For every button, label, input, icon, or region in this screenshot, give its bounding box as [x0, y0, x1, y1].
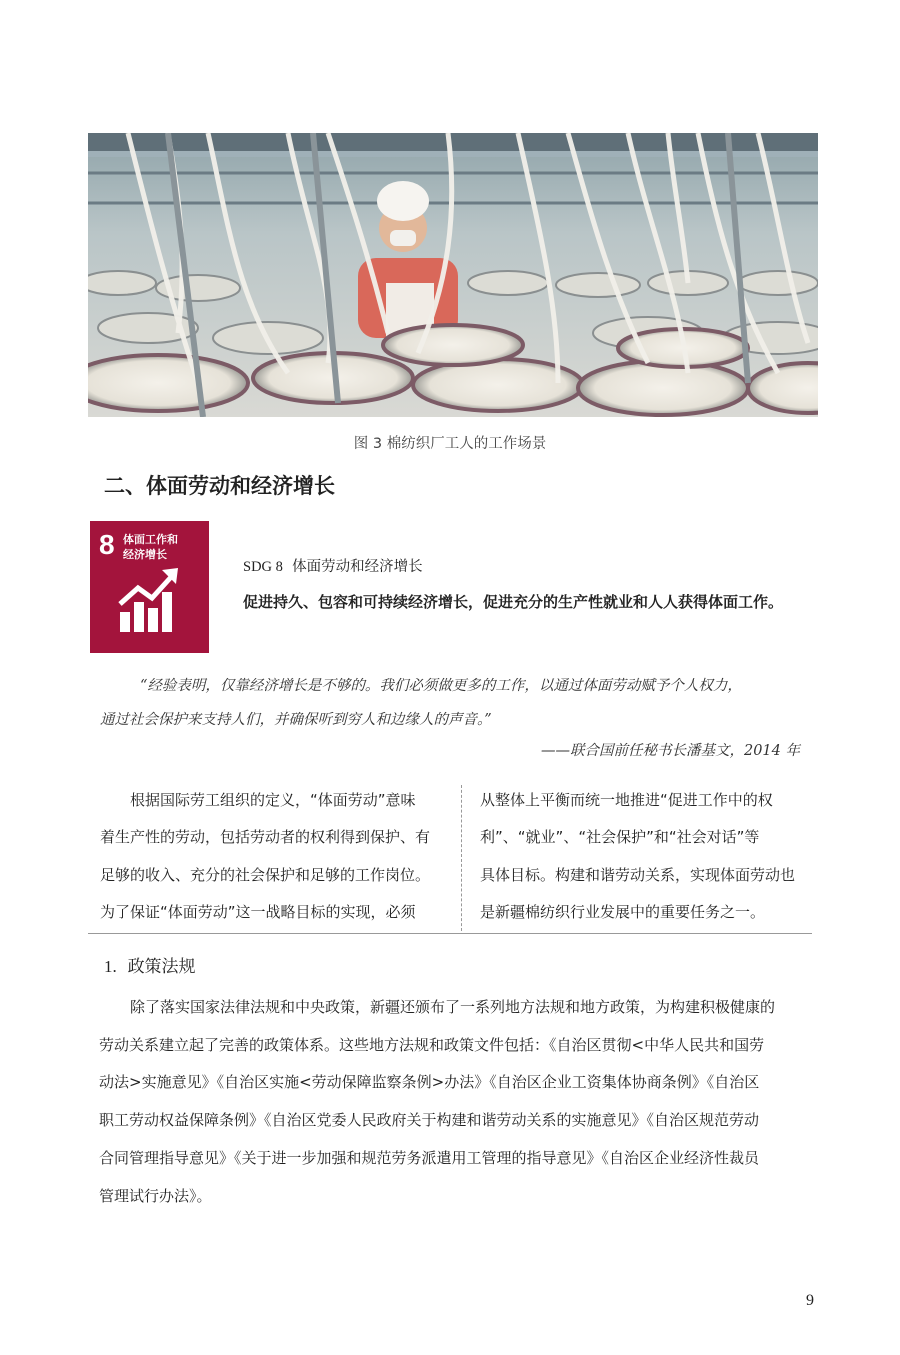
column-divider — [461, 785, 462, 931]
sdg-label — [243, 555, 423, 576]
quote-attribution: ——联合国前任秘书长潘基文，2014 年 — [540, 743, 800, 759]
sdg-goal-text: 促进持久、包容和可持续经济增长，促进充分的生产性就业和人人获得体面工作。 — [243, 593, 784, 611]
page-number: 9 — [806, 1292, 814, 1309]
right-column-line: 是新疆棉纺织行业发展中的重要任务之一。 — [480, 903, 766, 921]
sdg-badge-title-line2: 经济增长 — [123, 548, 167, 561]
body-paragraph-line: 管理试行办法》。 — [99, 1187, 212, 1205]
horizontal-rule — [88, 933, 812, 934]
subsection-number: 1. — [104, 957, 117, 976]
section-heading: 二、体面劳动和经济增长 — [104, 474, 335, 498]
body-paragraph-line: 动法>实施意见》《自治区实施<劳动保障监察条例>办法》《自治区企业工资集体协商条例》《自治区 — [99, 1073, 760, 1091]
quote-line-1: “经验表明，仅靠经济增长是不够的。我们必须做更多的工作，以通过体面劳动赋予个人权力， — [140, 678, 742, 694]
body-paragraph-line: 职工劳动权益保障条例》《自治区党委人民政府关于构建和谐劳动关系的实施意见》《自治区规范劳动 — [99, 1111, 760, 1129]
right-column-line: 从整体上平衡而统一地推进“促进工作中的权 — [480, 791, 773, 809]
growth-chart-icon — [118, 566, 180, 632]
body-paragraph-line: 合同管理指导意见》《关于进一步加强和规范劳务派遣用工管理的指导意见》《自治区企业经济性裁员 — [99, 1149, 760, 1167]
sdg-label-code: SDG 8 — [243, 559, 283, 575]
left-column-line: 为了保证“体面劳动”这一战略目标的实现，必须 — [100, 903, 416, 921]
sdg-badge — [90, 521, 209, 653]
body-paragraph-line: 劳动关系建立起了完善的政策体系。这些地方法规和政策文件包括：《自治区贯彻<中华人民共和国劳 — [99, 1036, 765, 1054]
sdg-badge-title-line1: 体面工作和 — [123, 533, 178, 546]
left-column-line: 根据国际劳工组织的定义，“体面劳动”意味 — [130, 791, 416, 809]
subsection-heading — [104, 952, 196, 977]
left-column-line: 着生产性的劳动，包括劳动者的权利得到保护、有 — [100, 828, 431, 846]
sdg-label-text: 体面劳动和经济增长 — [292, 559, 423, 575]
left-column-line: 足够的收入、充分的社会保护和足够的工作岗位。 — [100, 866, 431, 884]
body-paragraph-line: 除了落实国家法律法规和中央政策，新疆还颁布了一系列地方法规和地方政策，为构建积极健康的 — [130, 998, 776, 1016]
quote-line-2: 通过社会保护来支持人们，并确保听到穷人和边缘人的声音。” — [100, 712, 492, 728]
subsection-title: 政策法规 — [127, 957, 196, 977]
right-column-line: 利”、“就业”、“社会保护”和“社会对话”等 — [480, 828, 760, 846]
sdg-badge-number: 8 — [99, 529, 115, 560]
right-column-line: 具体目标。构建和谐劳动关系，实现体面劳动也 — [480, 866, 796, 884]
figure-caption: 图 3 棉纺织厂工人的工作场景 — [353, 436, 547, 452]
factory-photo — [88, 133, 818, 417]
